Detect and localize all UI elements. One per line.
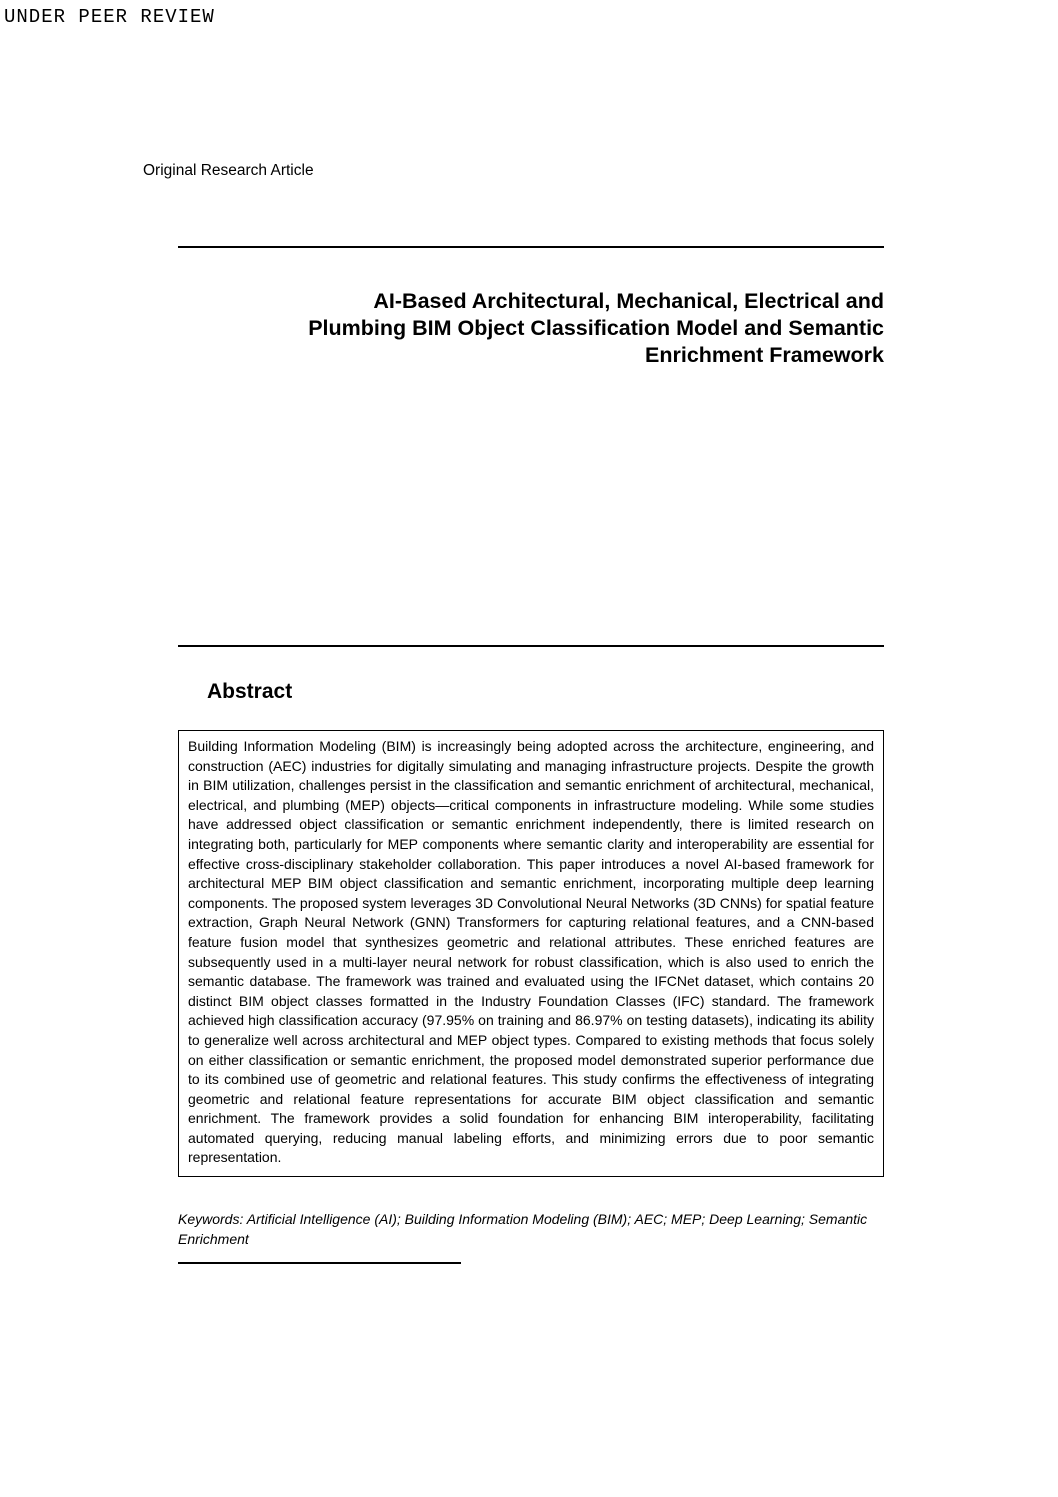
paper-title-line-2: Plumbing BIM Object Classification Model and Semantic — [308, 316, 884, 340]
peer-review-watermark: UNDER PEER REVIEW — [4, 6, 215, 28]
keywords: Keywords: Artificial Intelligence (AI); Building Information Modeling (BIM); AEC; MEP; Deep Learning; Semantic Enrichment — [178, 1211, 868, 1247]
abstract-text: Building Information Modeling (BIM) is increasingly being adopted across the architecture, engineering, and construction (AEC) industries for digitally simulating and managing infrastructure projects. Despite the growth in BIM utilization, challenges persist in the classification and semantic enrichment of architectural, mechanical, electrical, and plumbing (MEP) objects—critical components in infrastructure modeling. While some studies have addressed object classification or semantic enrichment independently, there is limited research on integrating both, particularly for MEP components where semantic clarity and interoperability are essential for effective cross-disciplinary stakeholder collaboration. This paper introduces a novel AI-based framework for architectural MEP BIM object classification and semantic enrichment, incorporating multiple deep learning components. The proposed system leverages 3D Convolutional Neural Networks (3D CNNs) for spatial feature extraction, Graph Neural Network (GNN) Transformers for capturing relational features, and a CNN-based feature fusion model that synthesizes geometric and relational attributes. These enriched features are subsequently used in a multi-layer neural network for robust classification, which is also used to enrich the semantic database. The framework was trained and evaluated using the IFCNet dataset, which contains 20 distinct BIM object classes formatted in the Industry Foundation Classes (IFC) standard. The framework achieved high classification accuracy (97.95% on training and 86.97% on testing datasets), indicating its ability to generalize well across architectural and MEP object types. Compared to existing methods that focus solely on either classification or semantic enrichment, the proposed model demonstrated superior performance due to its combined use of geometric and relational features. This study confirms the effectiveness of integrating geometric and relational feature representations for accurate BIM object classification and semantic enrichment. The framework provides a solid foundation for enhancing BIM interoperability, facilitating automated querying, reducing manual labeling efforts, and minimizing errors due to poor semantic representation. — [188, 738, 874, 1166]
paper-title — [178, 288, 884, 369]
paper-title-line-3: Enrichment Framework — [645, 343, 884, 367]
mid-rule — [178, 645, 884, 647]
abstract-box — [178, 730, 884, 1177]
abstract-heading: Abstract — [207, 680, 293, 703]
footnote-rule — [178, 1262, 461, 1264]
top-rule — [178, 246, 884, 248]
article-type-label: Original Research Article — [143, 162, 314, 179]
paper-title-line-1: AI-Based Architectural, Mechanical, Electrical and — [373, 289, 884, 313]
